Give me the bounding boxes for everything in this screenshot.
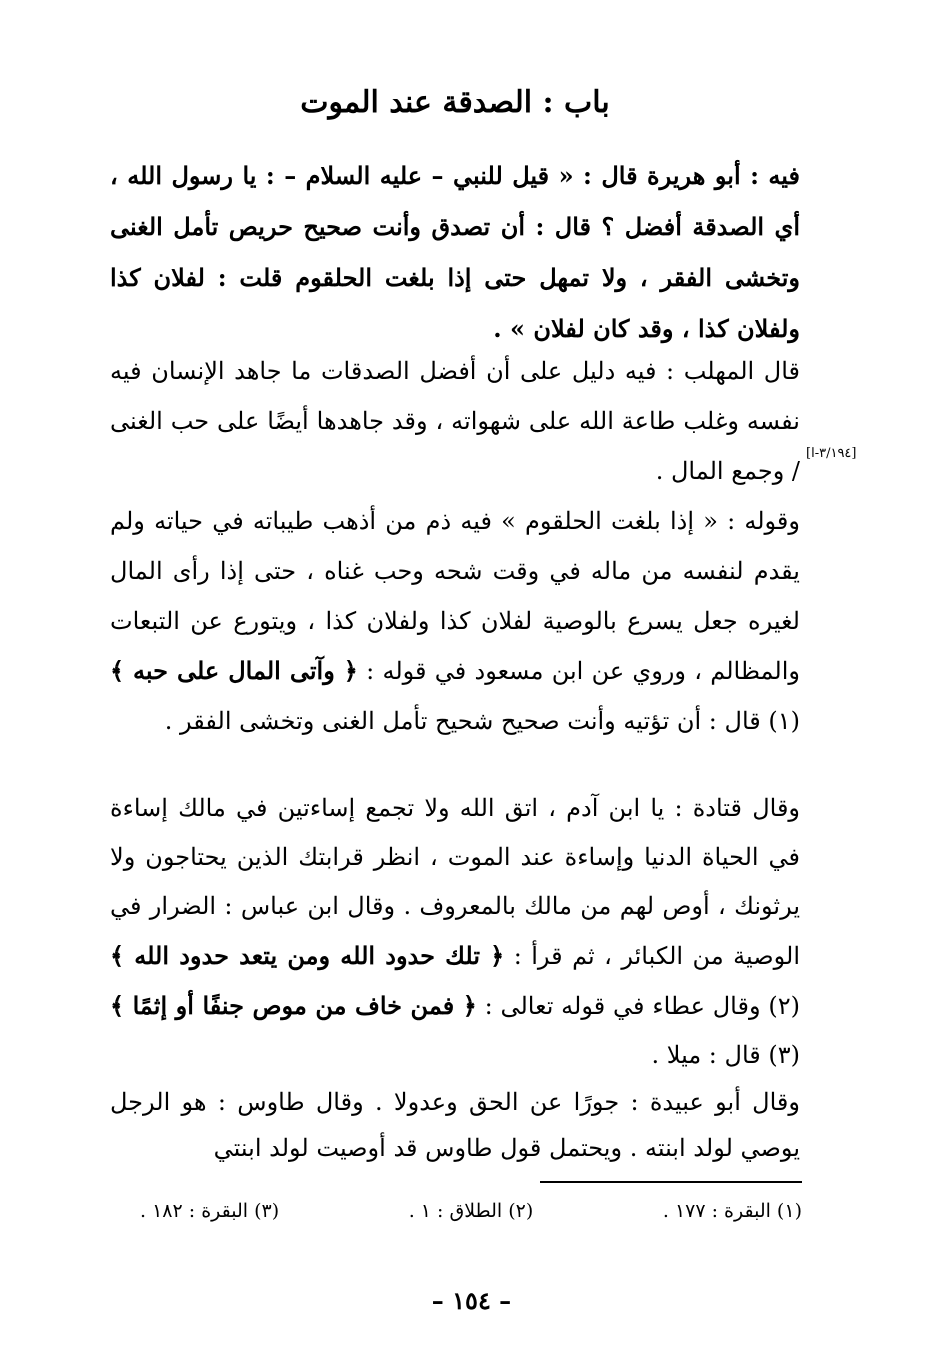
footnote-2: (٢) الطلاق : ١ . bbox=[408, 1200, 534, 1222]
chapter-title: باب : الصدقة عند الموت bbox=[300, 85, 610, 120]
footnotes bbox=[140, 1200, 802, 1222]
footnote-separator bbox=[540, 1181, 802, 1183]
footnote-1: (١) البقرة : ١٧٧ . bbox=[662, 1200, 802, 1222]
commentary-paragraph-abu-ubaida: وقال أبو عبيدة : جورًا عن الحق وعدولا . وقال طاوس : هو الرجل يوصي لولد ابنته . ويحتمل قول طاوس قد أوصيت لولد ابنتي bbox=[110, 1088, 800, 1162]
commentary-paragraph-halqum bbox=[110, 496, 800, 746]
commentary-paragraph-qatada bbox=[110, 784, 800, 1080]
hadith-paragraph: فيه : أبو هريرة قال : « قيل للنبي – عليه السلام – : يا رسول الله ، أي الصدقة أفضل ؟ قال : أن تصدق وأنت صحيح حريص تأمل الغنى وتخشى الفقر ، ولا تمهل حتى إذا بلغت الحلقوم قلت : لفلان كذا ولفلان كذا ، وقد كان لفلان » . bbox=[110, 161, 800, 343]
quran-verse: ﴿ تلك حدود الله ومن يتعد حدود الله ﴾ bbox=[110, 941, 505, 970]
quran-verse: ﴿ وآتى المال على حبه ﴾ bbox=[110, 656, 358, 685]
quran-verse: ﴿ فمن خاف من موص جنفًا أو إثمًا ﴾ bbox=[110, 991, 477, 1020]
margin-reference: [٣/١٩٤-ا] bbox=[806, 446, 857, 461]
paragraph-text: وقال قتادة : يا ابن آدم ، اتق الله ولا تجمع إساءتين في مالك إساءة في الحياة الدنيا وإساءة عند الموت ، انظر قرابتك الذين يحتاجون ولا يرثونك ، أوص لهم من مالك بالمعروف . وقال ابن عباس : الضرار في الوصية من الكبائر ، ثم قرأ : bbox=[110, 794, 801, 970]
footnote-3: (٣) البقرة : ١٨٢ . bbox=[140, 1200, 280, 1222]
page-number: – ١٥٤ – bbox=[431, 1286, 512, 1315]
paragraph-text: (٢) وقال عطاء في قوله تعالى : bbox=[476, 992, 800, 1020]
paragraph-text: وقوله : « إذا بلغت الحلقوم » فيه ذم من أذهب طيباته في حياته ولم يقدم لنفسه من ماله في وقت شحه وحب غناه ، حتى إذا رأى المال لغيره جعل يسرع بالوصية لفلان كذا ولفلان كذا ، ويتورع عن التبعات والمظالم ، وروي عن ابن مسعود في قوله : bbox=[110, 507, 800, 685]
commentary-paragraph-muhallab: قال المهلب : فيه دليل على أن أفضل الصدقات ما جاهد الإنسان فيه نفسه وغلب طاعة الله على شهواته ، وقد جاهدها أيضًا على حب الغنى / وجمع المال . bbox=[110, 357, 800, 485]
paragraph-text: (٣) قال : ميلا . bbox=[651, 1041, 800, 1069]
paragraph-text: (١) قال : أن تؤتيه وأنت صحيح شحيح تأمل الغنى وتخشى الفقر . bbox=[164, 707, 800, 735]
